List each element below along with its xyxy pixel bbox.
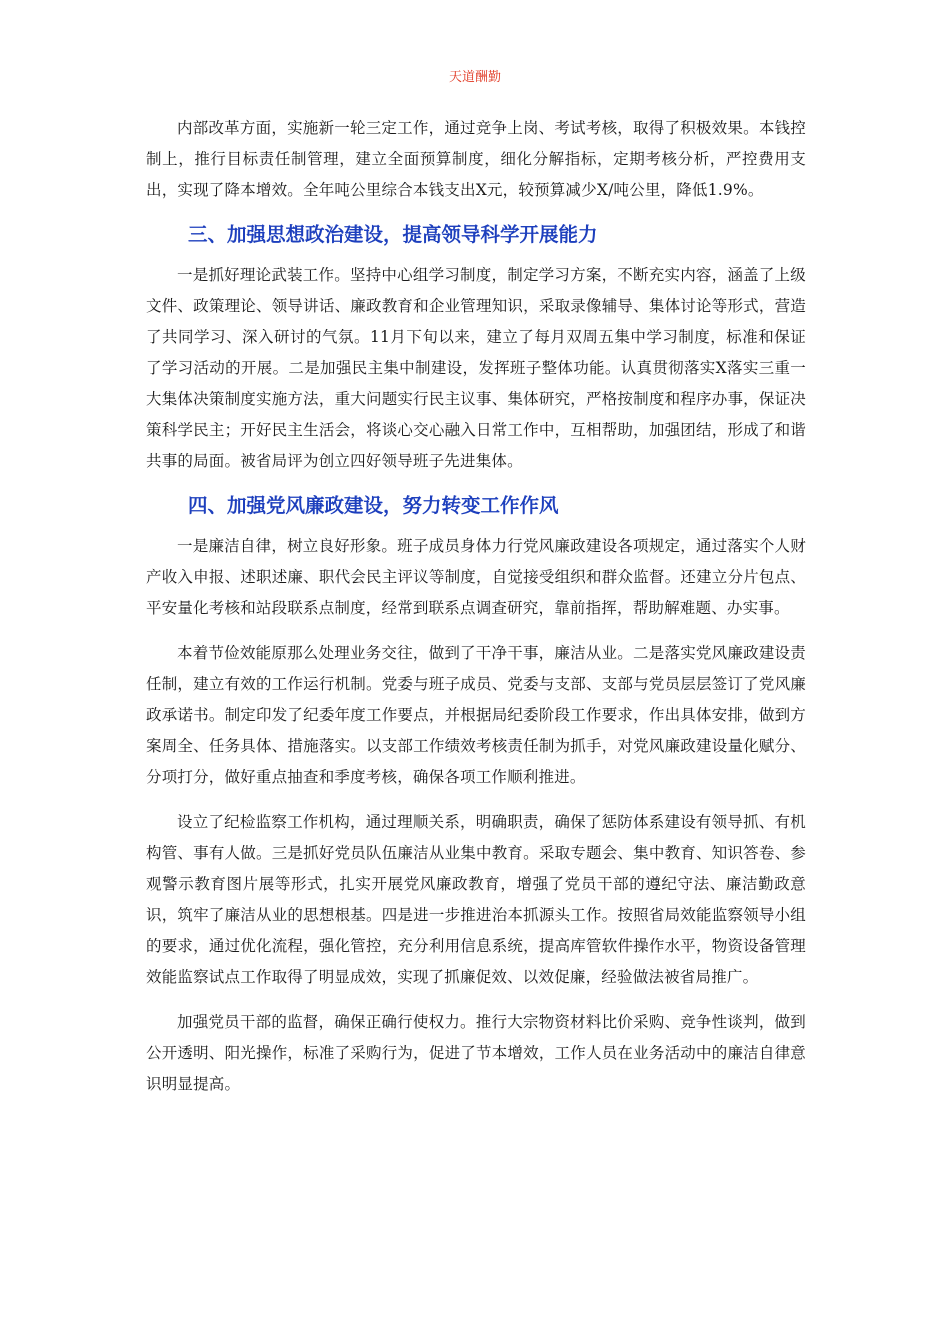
paragraph-theory-study: 一是抓好理论武装工作。坚持中心组学习制度，制定学习方案，不断充实内容，涵盖了上级文件、政策理论、领导讲话、廉政教育和企业管理知识，采取录像辅导、集体讨论等形式，营造了共同学习、深入研讨的气氛。11月下旬以来，建立了每月双周五集中学习制度，标准和保证了学习活动的开展。二是加强民主集中制建设，发挥班子整体功能。认真贯彻落实X落实三重一大集体决策制度实施方法，重大问题实行民主议事、集体研究，严格按制度和程序办事，保证决策科学民主；开好民主生活会，将谈心交心融入日常工作中，互相帮助，加强团结，形成了和谐共事的局面。被省局评为创立四好领导班子先进集体。 bbox=[146, 266, 806, 470]
paragraph-internal-reform: 内部改革方面，实施新一轮三定工作，通过竞争上岗、考试考核，取得了积极效果。本钱控制上，推行目标责任制管理，建立全面预算制度，细化分解指标，定期考核分析，严控费用支出，实现了降本增效。全年吨公里综合本钱支出X元，较预算减少X/吨公里，降低1.9%。 bbox=[146, 119, 806, 199]
page-header: 天道酬勤 bbox=[448, 70, 501, 85]
section-heading-4: 四、加强党风廉政建设，努力转变工作作风 bbox=[188, 494, 559, 517]
paragraph-responsibility-system: 本着节俭效能原那么处理业务交往，做到了干净干事，廉洁从业。二是落实党风廉政建设责任制，建立有效的工作运行机制。党委与班子成员、党委与支部、支部与党员层层签订了党风廉政承诺书。制定印发了纪委年度工作要点，并根据局纪委阶段工作要求，作出具体安排，做到方案周全、任务具体、措施落实。以支部工作绩效考核责任制为抓手，对党风廉政建设量化赋分、分项打分，做好重点抽查和季度考核，确保各项工作顺利推进。 bbox=[146, 644, 806, 786]
paragraph-self-discipline: 一是廉洁自律，树立良好形象。班子成员身体力行党风廉政建设各项规定，通过落实个人财产收入申报、述职述廉、职代会民主评议等制度，自觉接受组织和群众监督。还建立分片包点、平安量化考核和站段联系点制度，经常到联系点调查研究，靠前指挥，帮助解难题、办实事。 bbox=[146, 537, 806, 617]
section-heading-3: 三、加强思想政治建设，提高领导科学开展能力 bbox=[188, 223, 598, 246]
document-body bbox=[146, 113, 806, 1100]
paragraph-discipline-inspection: 设立了纪检监察工作机构，通过理顺关系，明确职责，确保了惩防体系建设有领导抓、有机构管、事有人做。三是抓好党员队伍廉洁从业集中教育。采取专题会、集中教育、知识答卷、参观警示教育图片展等形式，扎实开展党风廉政教育，增强了党员干部的遵纪守法、廉洁勤政意识，筑牢了廉洁从业的思想根基。四是进一步推进治本抓源头工作。按照省局效能监察领导小组的要求，通过优化流程，强化管控，充分利用信息系统，提高库管软件操作水平，物资设备管理效能监察试点工作取得了明显成效，实现了抓廉促效、以效促廉，经验做法被省局推广。 bbox=[146, 813, 806, 986]
paragraph-supervision: 加强党员干部的监督，确保正确行使权力。推行大宗物资材料比价采购、竞争性谈判，做到公开透明、阳光操作，标准了采购行为，促进了节本增效，工作人员在业务活动中的廉洁自律意识明显提高。 bbox=[146, 1013, 806, 1093]
